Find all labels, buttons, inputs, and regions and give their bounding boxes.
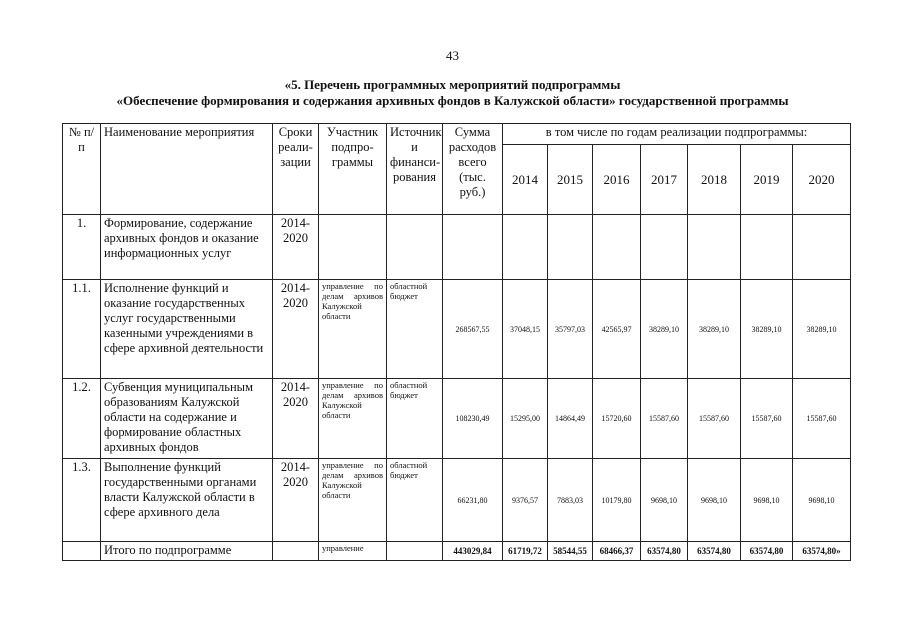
header-num: № п/п [63,124,101,215]
row-source: областной бюджет [387,280,443,379]
table-row [63,379,851,459]
row-name: Субвенция муниципальным образованиям Калужской области на содержание и формирование областных архивных фондов [101,379,273,459]
total-terms [273,542,319,561]
row-sum: 66231,80 [443,459,503,542]
row-value: 7883,03 [548,459,593,542]
row-source: областной бюджет [387,459,443,542]
total-value: 63574,80 [641,542,688,561]
row-participant [319,215,387,280]
total-label: Итого по подпрограмме [101,542,273,561]
row-value [793,215,851,280]
header-year: 2015 [548,145,593,215]
row-value: 15587,60 [688,379,741,459]
page-number: 43 [446,48,459,63]
header-by-years: в том числе по годам реализации подпрограммы: [503,124,851,145]
table-row [63,215,851,280]
total-value: 58544,55 [548,542,593,561]
row-name: Формирование, содержание архивных фондов и оказание информационных услуг [101,215,273,280]
row-value [593,215,641,280]
total-sum: 443029,84 [443,542,503,561]
total-num [63,542,101,561]
row-num: 1.3. [63,459,101,542]
total-row [63,542,851,561]
row-value: 38289,10 [741,280,793,379]
section-title-line2: «Обеспечение формирования и содержания архивных фондов в Калужской области» государственной программы [116,93,789,108]
header-year: 2014 [503,145,548,215]
section-title-line1: «5. Перечень программных мероприятий подпрограммы [284,77,621,92]
row-value [548,215,593,280]
row-terms: 2014-2020 [273,215,319,280]
total-value: 63574,80 [688,542,741,561]
row-value [688,215,741,280]
total-value: 61719,72 [503,542,548,561]
row-terms: 2014-2020 [273,379,319,459]
row-value [741,215,793,280]
row-value: 15587,60 [741,379,793,459]
row-value: 9698,10 [741,459,793,542]
row-num: 1.1. [63,280,101,379]
row-num: 1.2. [63,379,101,459]
row-value [641,215,688,280]
row-participant: управление по делам архивов Калужской области [319,280,387,379]
row-value: 38289,10 [641,280,688,379]
row-value: 9376,57 [503,459,548,542]
header-year: 2020 [793,145,851,215]
row-value: 15295,00 [503,379,548,459]
row-value: 9698,10 [688,459,741,542]
table-row [63,459,851,542]
header-year: 2019 [741,145,793,215]
row-value: 15587,60 [793,379,851,459]
row-participant: управление по делам архивов Калужской области [319,459,387,542]
total-source [387,542,443,561]
row-sum [443,215,503,280]
row-name: Исполнение функций и оказание государственных услуг государственными казенными учреждениями в сфере архивной деятельности [101,280,273,379]
total-value: 63574,80 [741,542,793,561]
row-value: 42565,97 [593,280,641,379]
row-name: Выполнение функций государственными органами власти Калужской области в сфере архивного дела [101,459,273,542]
row-terms: 2014-2020 [273,280,319,379]
row-value: 37048,15 [503,280,548,379]
program-activities-table [62,123,851,561]
total-value: 68466,37 [593,542,641,561]
table-row [63,280,851,379]
header-participant: Участник подпро-граммы [319,124,387,215]
row-sum: 108230,49 [443,379,503,459]
row-value: 10179,80 [593,459,641,542]
total-participant: управление [319,542,387,561]
row-value: 38289,10 [793,280,851,379]
row-value: 9698,10 [793,459,851,542]
header-year: 2018 [688,145,741,215]
row-value: 35797,03 [548,280,593,379]
header-name: Наименование мероприятия [101,124,273,215]
table-header [63,124,851,215]
row-sum: 268567,55 [443,280,503,379]
row-participant: управление по делам архивов Калужской области [319,379,387,459]
row-terms: 2014-2020 [273,459,319,542]
row-value: 15587,60 [641,379,688,459]
total-value: 63574,80» [793,542,851,561]
header-terms: Сроки реали-зации [273,124,319,215]
header-year: 2016 [593,145,641,215]
row-source [387,215,443,280]
row-source: областной бюджет [387,379,443,459]
row-value: 15720,60 [593,379,641,459]
row-value: 9698,10 [641,459,688,542]
row-num: 1. [63,215,101,280]
header-year: 2017 [641,145,688,215]
header-sum: Сумма расходов всего (тыс. руб.) [443,124,503,215]
row-value [503,215,548,280]
row-value: 38289,10 [688,280,741,379]
row-value: 14864,49 [548,379,593,459]
header-source: Источник и финанси-рования [387,124,443,215]
